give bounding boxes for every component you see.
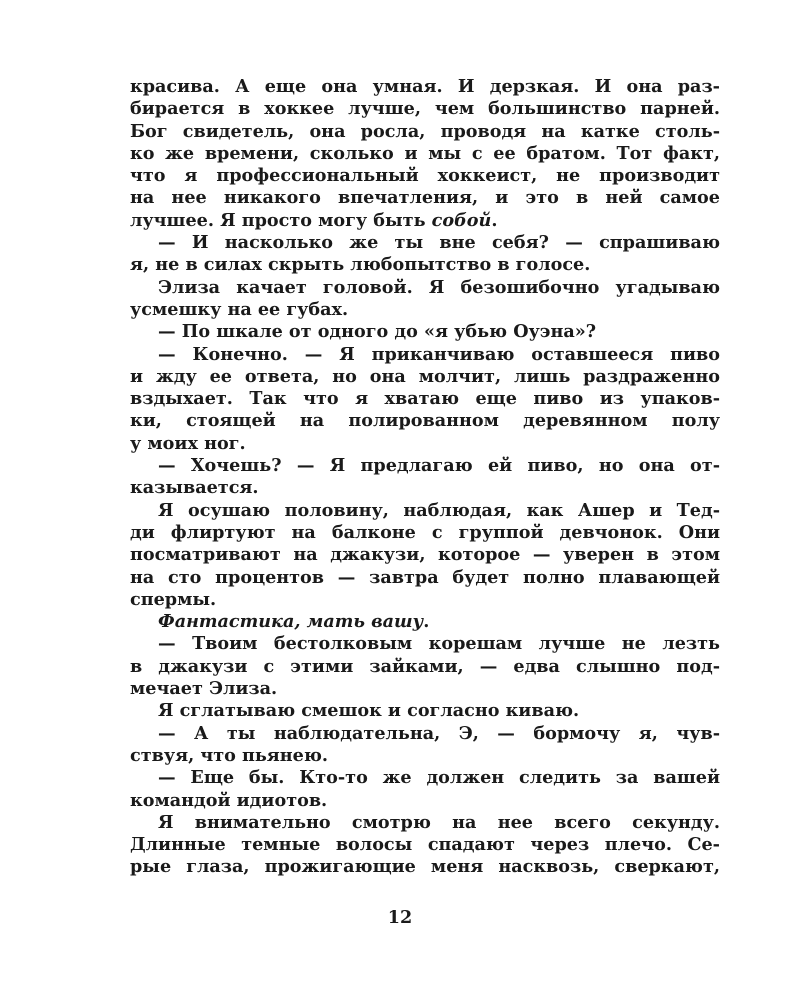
text-line: Элиза качает головой. Я безошибочно угадываю xyxy=(158,276,720,298)
text-line: рые глаза, прожигающие меня насквозь, сверкают, xyxy=(130,856,720,878)
italic-span: собой xyxy=(431,209,492,231)
text-line: у моих ног. xyxy=(130,432,246,454)
text-line: — Еще бы. Кто-то же должен следить за вашей xyxy=(158,767,720,789)
text-line: командой идиотов. xyxy=(130,789,328,811)
text-line: на сто процентов — завтра будет полно плавающей xyxy=(130,566,720,588)
italic-span: Фантастика, мать вашу xyxy=(158,611,424,633)
text-line: в джакузи с этими зайками, — едва слышно под- xyxy=(130,655,720,677)
text-line: и жду ее ответа, но она молчит, лишь раздраженно xyxy=(130,365,720,387)
page-number: 12 xyxy=(387,907,413,928)
text-span: . xyxy=(491,209,498,231)
text-line: что я профессиональный хоккеист, не производит xyxy=(130,165,720,187)
text-line: ко же времени, сколько и мы с ее братом. Тот факт, xyxy=(130,142,720,164)
text-line: спермы. xyxy=(130,588,217,610)
text-line: — А ты наблюдательна, Э, — бормочу я, чув- xyxy=(158,722,720,744)
text-line: — Твоим бестолковым корешам лучше не лезть xyxy=(158,633,720,655)
text-line: красива. А еще она умная. И дерзкая. И она раз- xyxy=(130,76,720,97)
text-line xyxy=(130,210,720,232)
text-line: я, не в силах скрыть любопытство в голосе. xyxy=(130,254,591,276)
text-line: усмешку на ее губах. xyxy=(130,298,349,320)
text-line xyxy=(130,611,720,633)
text-span: . xyxy=(423,611,430,633)
text-line: Я внимательно смотрю на нее всего секунду. xyxy=(158,811,720,833)
text-line: ствуя, что пьянею. xyxy=(130,744,329,766)
text-line: бирается в хоккее лучше, чем большинство парней. xyxy=(130,98,720,120)
text-line: Бог свидетель, она росла, проводя на катке столь- xyxy=(130,120,720,142)
text-line: ки, стоящей на полированном деревянном полу xyxy=(130,410,720,432)
text-span: лучшее. Я просто могу быть xyxy=(130,209,432,231)
text-line: вздыхает. Так что я хватаю еще пиво из упаков- xyxy=(130,388,720,410)
text-line: — Конечно. — Я приканчиваю оставшееся пиво xyxy=(158,343,720,365)
text-line: — По шкале от одного до «я убью Оуэна»? xyxy=(158,321,597,343)
page-body xyxy=(130,76,720,879)
text-line: Я сглатываю смешок и согласно киваю. xyxy=(158,700,580,722)
text-line: Я осушаю половину, наблюдая, как Ашер и Тед- xyxy=(158,499,720,521)
text-line: посматривают на джакузи, которое — уверен в этом xyxy=(130,544,720,566)
text-line: казывается. xyxy=(130,477,259,499)
text-line: Длинные темные волосы спадают через плечо. Се- xyxy=(130,834,720,856)
text-line: ди флиртуют на балконе с группой девчонок. Они xyxy=(130,521,720,543)
text-line: — Хочешь? — Я предлагаю ей пиво, но она от- xyxy=(158,455,720,477)
text-line: мечает Элиза. xyxy=(130,678,278,700)
text-line: на нее никакого впечатления, и это в ней самое xyxy=(130,187,720,209)
text-line: — И насколько же ты вне себя? — спрашиваю xyxy=(158,232,720,254)
